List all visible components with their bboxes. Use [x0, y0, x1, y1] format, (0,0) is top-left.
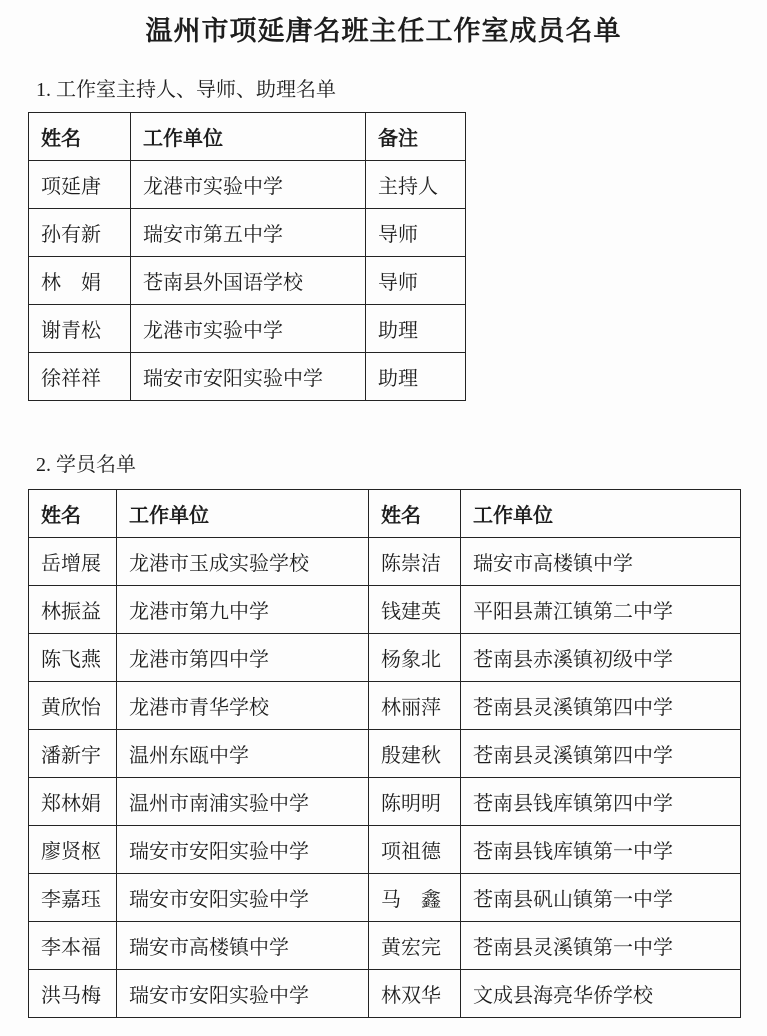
table-cell: 瑞安市安阳实验中学 [131, 353, 366, 401]
table-cell: 陈崇洁 [369, 538, 461, 586]
table-cell: 助理 [366, 353, 466, 401]
table-cell: 苍南县钱库镇第四中学 [461, 778, 741, 826]
table-row [29, 778, 741, 826]
section-heading-leaders: 1. 工作室主持人、导师、助理名单 [36, 79, 336, 101]
table-cell: 林丽萍 [369, 682, 461, 730]
table-cell: 苍南县钱库镇第一中学 [461, 826, 741, 874]
table-cell: 主持人 [366, 161, 466, 209]
table-row [29, 634, 741, 682]
table-cell: 苍南县灵溪镇第四中学 [461, 682, 741, 730]
table-cell: 李本福 [29, 922, 117, 970]
column-header: 姓名 [369, 490, 461, 538]
table-cell: 瑞安市高楼镇中学 [461, 538, 741, 586]
table-cell: 项祖德 [369, 826, 461, 874]
table-cell: 龙港市玉成实验学校 [117, 538, 369, 586]
table-cell: 瑞安市安阳实验中学 [117, 826, 369, 874]
table-row [29, 586, 741, 634]
table-cell: 苍南县外国语学校 [131, 257, 366, 305]
table-cell: 陈飞燕 [29, 634, 117, 682]
table-cell: 谢青松 [29, 305, 131, 353]
table-row [29, 257, 466, 305]
column-header: 工作单位 [131, 113, 366, 161]
column-header: 备注 [366, 113, 466, 161]
table-cell: 导师 [366, 257, 466, 305]
table-cell: 钱建英 [369, 586, 461, 634]
table-cell: 龙港市实验中学 [131, 305, 366, 353]
table-cell: 文成县海亮华侨学校 [461, 970, 741, 1018]
column-header: 姓名 [29, 113, 131, 161]
table-cell: 瑞安市第五中学 [131, 209, 366, 257]
table-cell: 龙港市青华学校 [117, 682, 369, 730]
table-header-row [29, 113, 466, 161]
table-cell: 林双华 [369, 970, 461, 1018]
column-header: 工作单位 [461, 490, 741, 538]
table-row [29, 874, 741, 922]
table-cell: 殷建秋 [369, 730, 461, 778]
table-cell: 廖贤枢 [29, 826, 117, 874]
table-cell: 龙港市实验中学 [131, 161, 366, 209]
table-cell: 苍南县矾山镇第一中学 [461, 874, 741, 922]
table-header-row [29, 490, 741, 538]
table-cell: 苍南县灵溪镇第一中学 [461, 922, 741, 970]
table-row [29, 161, 466, 209]
table-cell: 陈明明 [369, 778, 461, 826]
students-table-body [29, 538, 741, 1018]
table-cell: 温州东瓯中学 [117, 730, 369, 778]
document-title: 温州市项延唐名班主任工作室成员名单 [145, 16, 622, 46]
table-cell: 瑞安市高楼镇中学 [117, 922, 369, 970]
table-cell: 龙港市第四中学 [117, 634, 369, 682]
table-cell: 洪马梅 [29, 970, 117, 1018]
table-cell: 潘新宇 [29, 730, 117, 778]
table-cell: 徐祥祥 [29, 353, 131, 401]
table-cell: 李嘉珏 [29, 874, 117, 922]
table-row [29, 970, 741, 1018]
column-header: 姓名 [29, 490, 117, 538]
table-cell: 瑞安市安阳实验中学 [117, 874, 369, 922]
table-row [29, 922, 741, 970]
students-table [28, 489, 741, 1018]
table-row [29, 826, 741, 874]
table-row [29, 730, 741, 778]
table-cell: 林 娟 [29, 257, 131, 305]
table-cell: 温州市南浦实验中学 [117, 778, 369, 826]
table-cell: 杨象北 [369, 634, 461, 682]
table-cell: 郑林娟 [29, 778, 117, 826]
table-cell: 林振益 [29, 586, 117, 634]
table-row [29, 538, 741, 586]
table-cell: 岳增展 [29, 538, 117, 586]
table-row [29, 209, 466, 257]
column-header: 工作单位 [117, 490, 369, 538]
section-heading-students: 2. 学员名单 [36, 454, 136, 476]
table-cell: 导师 [366, 209, 466, 257]
leaders-table [28, 112, 466, 401]
table-cell: 助理 [366, 305, 466, 353]
table-cell: 黄欣怡 [29, 682, 117, 730]
table-cell: 龙港市第九中学 [117, 586, 369, 634]
table-cell: 瑞安市安阳实验中学 [117, 970, 369, 1018]
table-cell: 黄宏完 [369, 922, 461, 970]
table-cell: 苍南县灵溪镇第四中学 [461, 730, 741, 778]
table-cell: 平阳县萧江镇第二中学 [461, 586, 741, 634]
leaders-table-body [29, 161, 466, 401]
table-row [29, 305, 466, 353]
table-row [29, 353, 466, 401]
table-cell: 孙有新 [29, 209, 131, 257]
table-row [29, 682, 741, 730]
table-cell: 苍南县赤溪镇初级中学 [461, 634, 741, 682]
table-cell: 马 鑫 [369, 874, 461, 922]
table-cell: 项延唐 [29, 161, 131, 209]
